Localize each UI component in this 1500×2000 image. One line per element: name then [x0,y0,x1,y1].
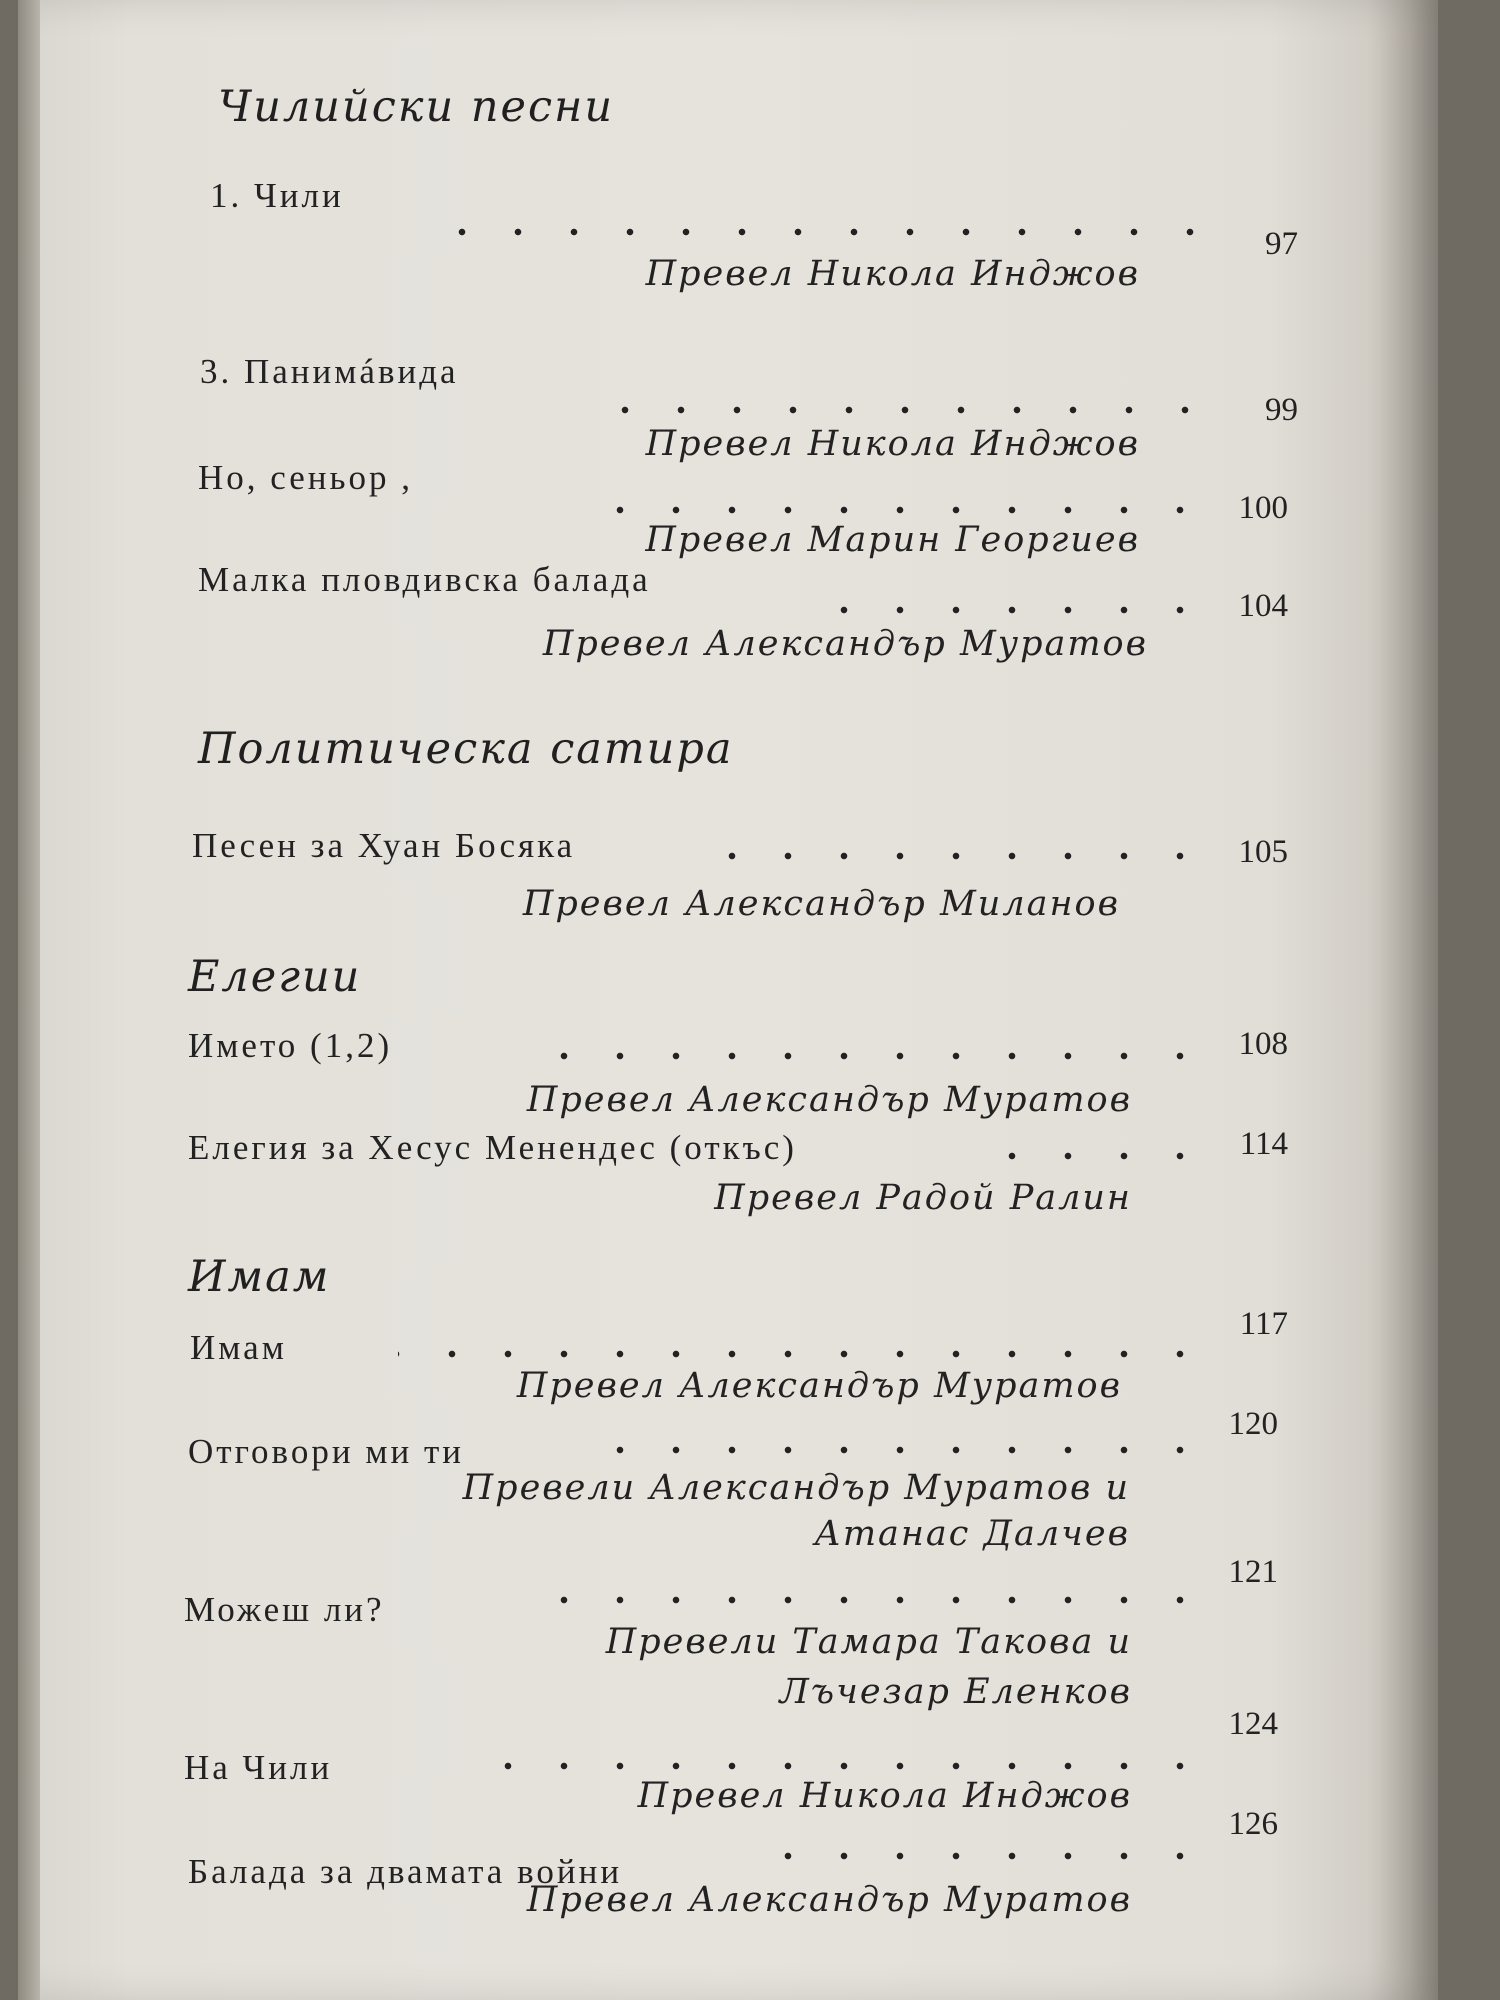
toc-entry-page: 117 [1239,1306,1288,1342]
toc-entry-translator: Превел Никола Инджов [645,254,1140,294]
leader-dots [978,1152,1208,1160]
toc-entry-title: Малка пловдивска балада [198,560,651,599]
toc-entry-page: 121 [1228,1554,1278,1590]
section-heading-elegies: Елегии [188,952,362,1002]
toc-entry-title: Можеш ли? [184,1590,385,1629]
toc-entry-title: Балада за двамата войни [188,1852,623,1891]
toc-entry-title: На Чили [184,1748,333,1787]
toc-entry-title: Елегия за Хесус Менендес (откъс) [188,1128,797,1167]
toc-entry-translator: Превел Александър Миланов [522,884,1120,924]
toc-entry-page: 124 [1228,1706,1278,1742]
toc-entry-page: 108 [1238,1026,1288,1062]
toc-entry-title: Имам [190,1328,287,1367]
leader-dots [578,506,1208,514]
toc-entry-title: Отговори ми ти [188,1432,464,1471]
toc-entry-page: 126 [1228,1806,1278,1842]
section-heading-imam: Имам [188,1252,331,1302]
toc-entry-title: 3. Панимáвида [200,352,459,391]
leader-dots [708,852,1208,860]
toc-entry-translator: Превели Тамара Такова и [605,1622,1132,1662]
leader-dots [478,1762,1208,1770]
toc-entry-page: 105 [1238,834,1288,870]
toc-entry-title: Името (1,2) [188,1026,393,1065]
toc-entry-translator: Превел Никола Инджов [637,1776,1132,1816]
toc-entry-title: 1. Чили [210,176,344,215]
leader-dots [738,1852,1208,1860]
toc-entry-translator: Превел Радой Ралин [714,1178,1132,1218]
leader-dots [518,1052,1208,1060]
toc-entry-translator: Превели Александър Муратов и [462,1468,1130,1508]
table-of-contents [18,0,1438,2000]
toc-entry-translator: Превел Александър Муратов [542,624,1148,664]
toc-entry-page: 100 [1238,490,1288,526]
toc-entry-translator: Превел Марин Георгиев [645,520,1140,560]
leader-dots [398,1350,1208,1358]
toc-entry-translator: Превел Никола Инджов [645,424,1140,464]
toc-entry-page: 97 [1265,226,1298,262]
toc-entry-translator: Превел Александър Муратов [526,1080,1132,1120]
toc-entry-page: 99 [1265,392,1298,428]
toc-entry-title: Песен за Хуан Босяка [192,826,576,865]
leader-dots [598,406,1213,414]
leader-dots [808,606,1208,614]
toc-entry-page: 104 [1238,588,1288,624]
leader-dots [518,1596,1208,1604]
book-page [18,0,1438,2000]
toc-entry-translator-cont: Атанас Далчев [814,1514,1130,1554]
section-heading-chilean-songs: Чилийски песни [218,82,615,132]
toc-entry-translator-cont: Лъчезар Еленков [779,1672,1132,1712]
toc-entry-title: Но, сеньор , [198,458,413,497]
section-heading-political-satire: Политическа сатира [198,724,734,774]
toc-entry-translator: Превел Александър Муратов [516,1366,1122,1406]
leader-dots [438,228,1218,236]
toc-entry-translator: Превел Александър Муратов [526,1880,1132,1920]
toc-entry-page: 114 [1239,1126,1288,1162]
toc-entry-page: 120 [1228,1406,1278,1442]
leader-dots [608,1446,1208,1454]
